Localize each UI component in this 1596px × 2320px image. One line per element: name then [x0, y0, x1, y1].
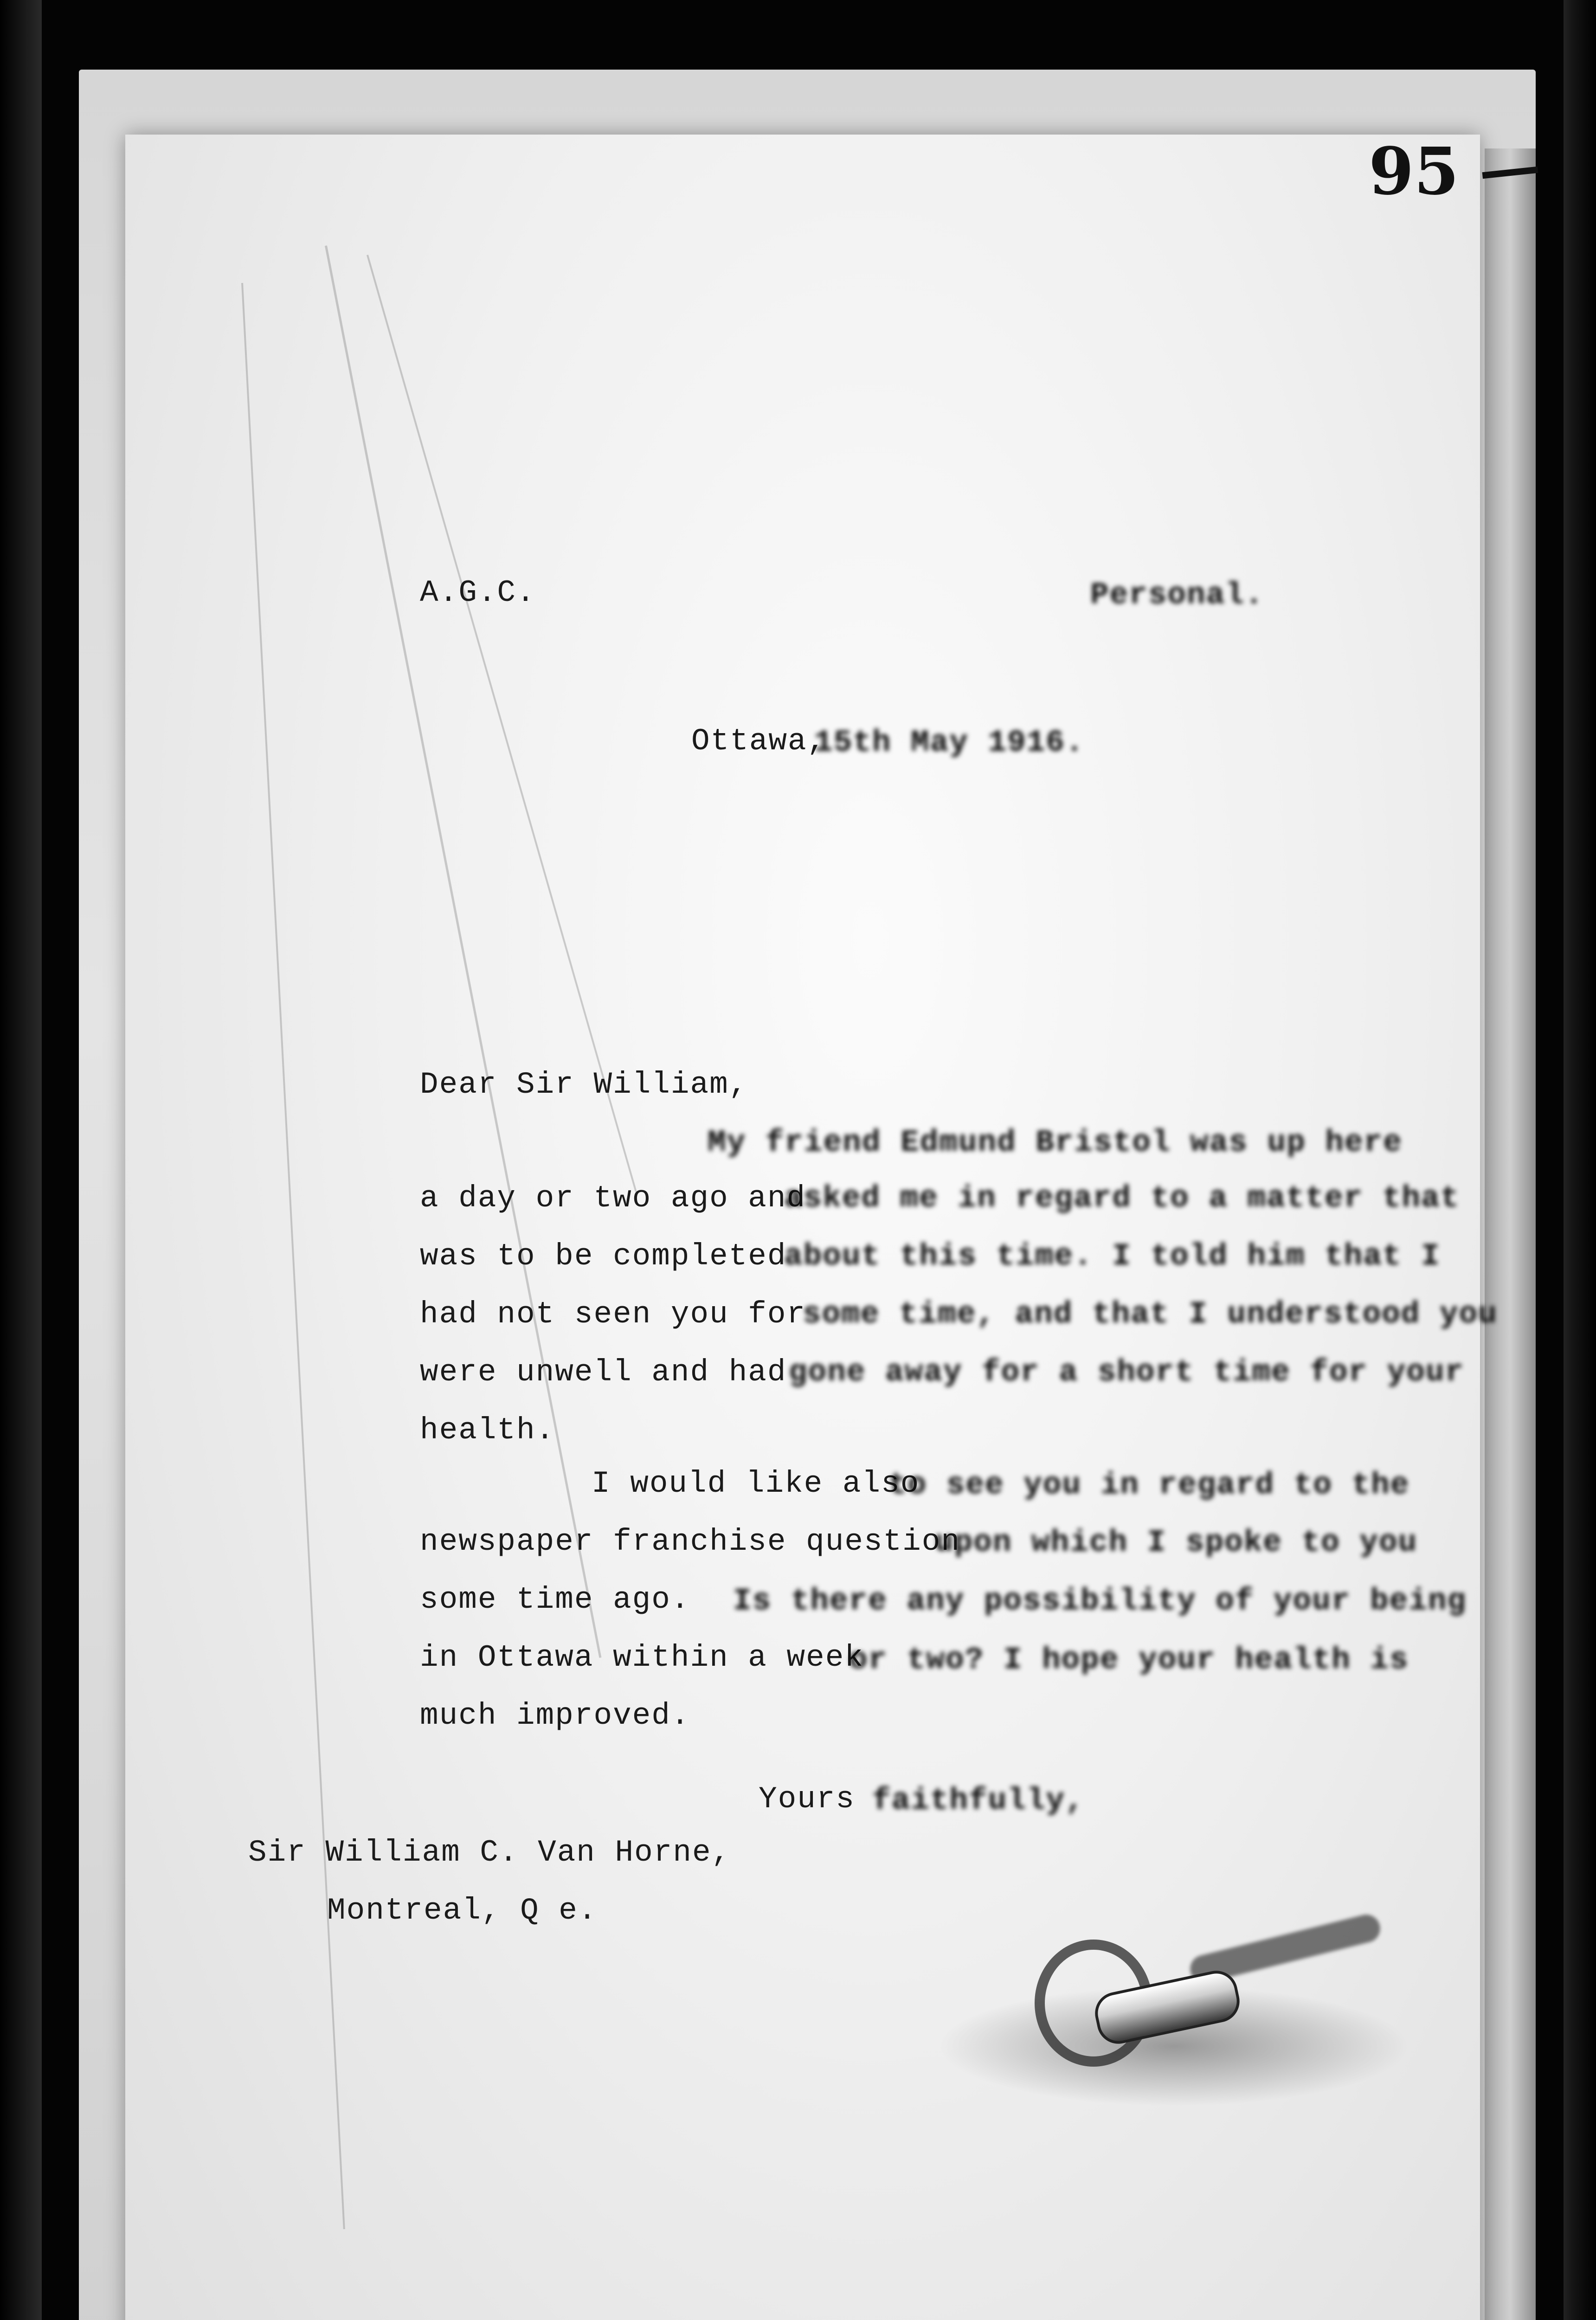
date-line: 15th May 1916. — [814, 725, 1085, 760]
closing-text: Yours — [759, 1782, 856, 1817]
body-line-9-text: some time ago. — [420, 1582, 690, 1617]
body-line-11: much improved. — [420, 1698, 690, 1733]
addressee-city: Montreal, Q e. — [327, 1893, 598, 1928]
body-line-2-text: a day or two ago and — [420, 1181, 806, 1216]
body-line-4-blurred: some time, and that I understood you — [803, 1297, 1498, 1332]
addressee-name: Sir William C. Van Horne, — [248, 1835, 731, 1870]
body-line-7-text: I would like also — [592, 1466, 920, 1501]
backing-sheet-edge — [1485, 148, 1536, 2320]
body-line-3-text: was to be completed — [420, 1239, 787, 1274]
place-line: Ottawa, — [691, 724, 827, 759]
paper-crease — [367, 255, 637, 1192]
salutation: Dear Sir William, — [420, 1067, 748, 1102]
film-edge-right — [1564, 0, 1596, 2320]
body-line-10-blurred: or two? I hope your health is — [849, 1643, 1409, 1677]
body-line-4-text: had not seen you for — [420, 1297, 806, 1332]
body-line-5-text: were unwell and had — [420, 1355, 787, 1390]
paper-crease — [241, 283, 345, 2229]
film-edge-left — [0, 0, 42, 2320]
body-line-10-text: in Ottawa within a week — [420, 1640, 864, 1675]
body-line-1: My friend Edmund Bristol was up here — [708, 1125, 1403, 1160]
body-line-6: health. — [420, 1413, 555, 1448]
marking-personal: Personal. — [1090, 578, 1264, 612]
body-line-5-blurred: gone away for a short time for your — [789, 1355, 1465, 1390]
reference-code: A.G.C. — [420, 575, 536, 610]
body-line-9-blurred: Is there any possibility of your being — [733, 1584, 1467, 1618]
page-number: 95 — [1369, 134, 1459, 210]
body-line-8-blurred: upon which I spoke to you — [935, 1525, 1418, 1560]
body-line-2-blurred: asked me in regard to a matter that — [784, 1181, 1460, 1216]
body-line-7-blurred: to see you in regard to the — [888, 1468, 1410, 1502]
body-line-3-blurred: about this time. I told him that I — [784, 1239, 1441, 1274]
body-line-8-text: newspaper franchise question — [420, 1524, 960, 1559]
closing-blurred: faithfully, — [872, 1783, 1085, 1818]
